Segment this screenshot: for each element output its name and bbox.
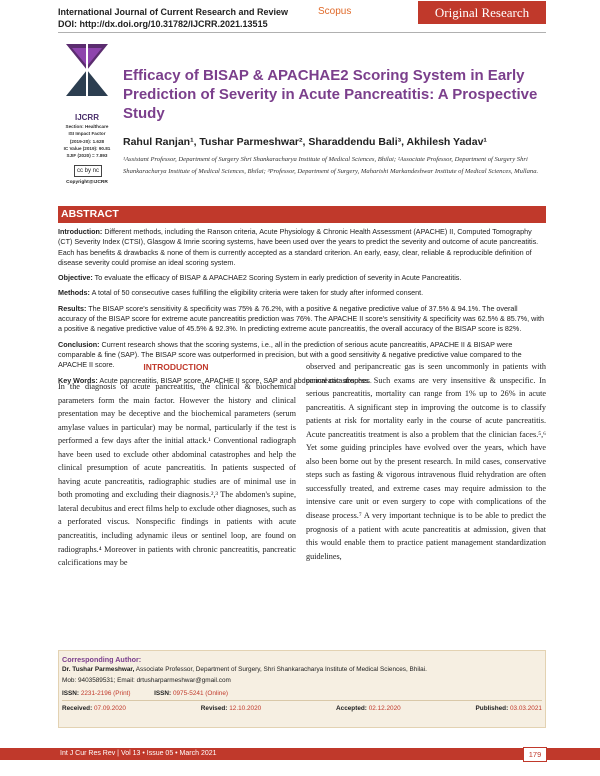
section-text: The BISAP score's sensitivity & specificity was 75% & 76.2%, with a positive & negative predictive value of 37.5% & 94.1%. The overall accuracy of the BISAP score for extreme acute pancreatitis prediction was 76%. The APACHE II score's sensitivity & specificity was 62.5% & 85.7%, with a positive & negative predictive value of 45.5% & 92.3%. In predicting extreme acute pancreatitis, the overall accuracy of the BISAP score is 82%. (58, 303, 544, 334)
article-dates (62, 705, 542, 712)
section-text: Different methods, including the Ranson criteria, Acute Physiology & Chronic Health Assessment (APACHE) II, Computed Tomography (CT) Severity Index (CTSI), Glasgow & Imrie scoring systems, have been used over the years to predict the severity and outcome of acute pancreatitis. Each has benefits & drawbacks & none of them is currently accepted as a standard criterion. An early, easy, clear, reliable & reproducible definition of disease severity could promise an ideal scoring system. (58, 227, 539, 267)
footer-citation: Int J Cur Res Rev | Vol 13 • Issue 05 • March 2021 (60, 750, 217, 757)
corresponding-author-contact[interactable]: Mob: 9403589531; Email: drtusharparmeshwar@gmail.com (62, 677, 231, 684)
journal-logo (58, 40, 116, 92)
section-label: Methods: (58, 288, 90, 298)
copyright-text: Copyright@IJCRR (66, 180, 108, 185)
box-divider (62, 700, 542, 701)
issn-label: ISSN: (62, 690, 80, 697)
body-column-left: In the diagnosis of acute pancreatitis, the clinical & biochemical parameters form the main factor. However the history and clinical presentation may be deceptive and the biochemical parameters (serum amylase values in particular) may be normal, particularly if the test is performed a few days after the initial attack.¹ Conventional radiograph have been used to exclude other abdominal catastrophes and help the clinical presumption of acute pancreatitis. In patients suspected of having acute pancreatitis, radiographic studies are of minimal use in both promoting and excluding their diagnosis.²,³ The abdomen's supine, lateral decubitus and erect films help to exclude other diagnoses, such as a perforated viscus. Nonspecific findings in patients with acute pancreatitis, including adynamic ileus or sentinel loop, are found on radiographs.⁴ Moreover in patients with chronic pancreatitis, pancreatic calcifications may be (58, 382, 296, 568)
issn-label: ISSN: (154, 690, 172, 697)
corresponding-author-name (62, 666, 542, 673)
metric-line: Section: Healthcare (65, 124, 109, 129)
section-label: Introduction: (58, 227, 103, 236)
date-value: 03.03.2021 (509, 705, 542, 712)
body-column-right: observed and peripancreatic gas is seen uncommonly in patients with pancreatic abscess. Such exams are very insensitive & unspecific. In serious pancreatitis, mortality can range from 1% up to 26% in acute pancreatitis. A significant step in improving the outcome is to classify patients at risk for mortality early in the course of acute pancreatitis. Acute pancreatitis treatment is also a problem that the clinician faces.⁵,⁶ Yet some guiding principles have evolved over the years, which have also been borne out by the present research. In mild cases, conservative steps such as fasting & vigorous intravenous fluid rehydration are often successfully treated, and extreme cases may require admission to the intensive care unit or even surgery to cope with complications of the disease process.⁷ A very important technique is to be able to predict the prognosis of a patient with acute pancreatitis at admission, given that this would enable them to practice patient management standardization guidelines, (306, 362, 546, 561)
metric-line: IC Value (2019): 90.81 (63, 145, 111, 151)
date-value: 02.12.2020 (368, 705, 401, 712)
issn-row (62, 690, 228, 697)
article-title: Efficacy of BISAP & APACHAE2 Scoring System in Early Prediction of Severity in Acute Pancreatitis: A Prospective Study (123, 67, 538, 122)
abstract-methods (58, 288, 546, 298)
issn-online: 0975-5241 (Online) (172, 690, 229, 697)
author-name: Dr. Tushar Parmeshwar, (62, 666, 135, 673)
date-label: Published: (475, 705, 509, 712)
scopus-label: Scopus (318, 6, 352, 17)
accepted-date (336, 705, 401, 712)
section-label: Objective: (58, 273, 93, 283)
doi-link[interactable]: DOI: http://dx.doi.org/10.31782/IJCRR.2021.13515 (58, 19, 268, 29)
abstract-introduction (58, 227, 546, 268)
metric-line: ISI Impact Factor (68, 131, 106, 137)
author-affiliation: Associate Professor, Department of Surgery, Shri Shankaracharya Institute of Medical Sciences, Bhilai. (135, 666, 427, 673)
issn-print: 2231-2196 (Print) (80, 690, 131, 697)
corresponding-author-title: Corresponding Author: (62, 655, 142, 664)
introduction-heading: INTRODUCTION (143, 362, 209, 372)
journal-metrics (58, 123, 116, 159)
section-text: A total of 50 consecutive cases fulfilling the eligibility criteria were taken for study after informed consent. (91, 288, 424, 298)
author-affiliations: ¹Assistant Professor, Department of Surgery Shri Shankaracharya Institute of Medical Sciences, Bhilai; ²Associate Professor, Department of Surgery Shri Shankaracharya Institute of Medical Sciences, Bhilai; ³Professor, Department of Surgery, Maharishi Markandeshwar Institute of Medical Sciences, Mullana. (123, 156, 539, 175)
revised-date (201, 705, 261, 712)
header-divider (58, 32, 546, 33)
abstract-results (58, 304, 546, 335)
abstract-heading: ABSTRACT (58, 206, 546, 223)
section-text: Acute pancreatitis, BISAP score, APACHE II score, SAP and abdominal catastrophes. (99, 375, 372, 385)
received-date (62, 705, 126, 712)
date-label: Accepted: (336, 705, 367, 712)
abstract-objective (58, 273, 546, 283)
logo-label: IJCRR (74, 113, 99, 122)
date-value: 12.10.2020 (229, 705, 262, 712)
date-value: 07.09.2020 (93, 705, 126, 712)
section-label: Results: (58, 303, 87, 313)
cc-license-icon: cc by nc (74, 165, 102, 177)
section-label: Conclusion: (58, 339, 100, 349)
page-number: 179 (523, 747, 547, 762)
section-text: Current research shows that the scoring systems, i.e., all in the prediction of serious acute pancreatitis, APACHE II & BISAP were comparable & fine (SAP). The BISAP score was outperformed in precision, but with a good sensitivity & negative predictive value compared to the APACHE II score. (58, 339, 522, 370)
ijcrr-logo-icon (58, 40, 116, 110)
metric-line: SJIF (2020) = 7.893 (66, 153, 108, 159)
published-date (476, 705, 542, 712)
date-label: Revised: (200, 705, 228, 712)
author-list: Rahul Ranjan¹, Tushar Parmeshwar², Sharaddendu Bali³, Akhilesh Yadav¹ (123, 136, 487, 148)
metric-line: (2019-20): 1.628 (69, 138, 105, 144)
article-type-badge: Original Research (418, 1, 546, 24)
section-label: Key Words: (58, 375, 98, 385)
section-text: To evaluate the efficacy of BISAP & APACHAE2 Scoring System in early prediction of severity in Acute Pancreatitis. (94, 273, 462, 283)
date-label: Received: (62, 705, 93, 712)
journal-name: International Journal of Current Research and Review (58, 7, 289, 17)
